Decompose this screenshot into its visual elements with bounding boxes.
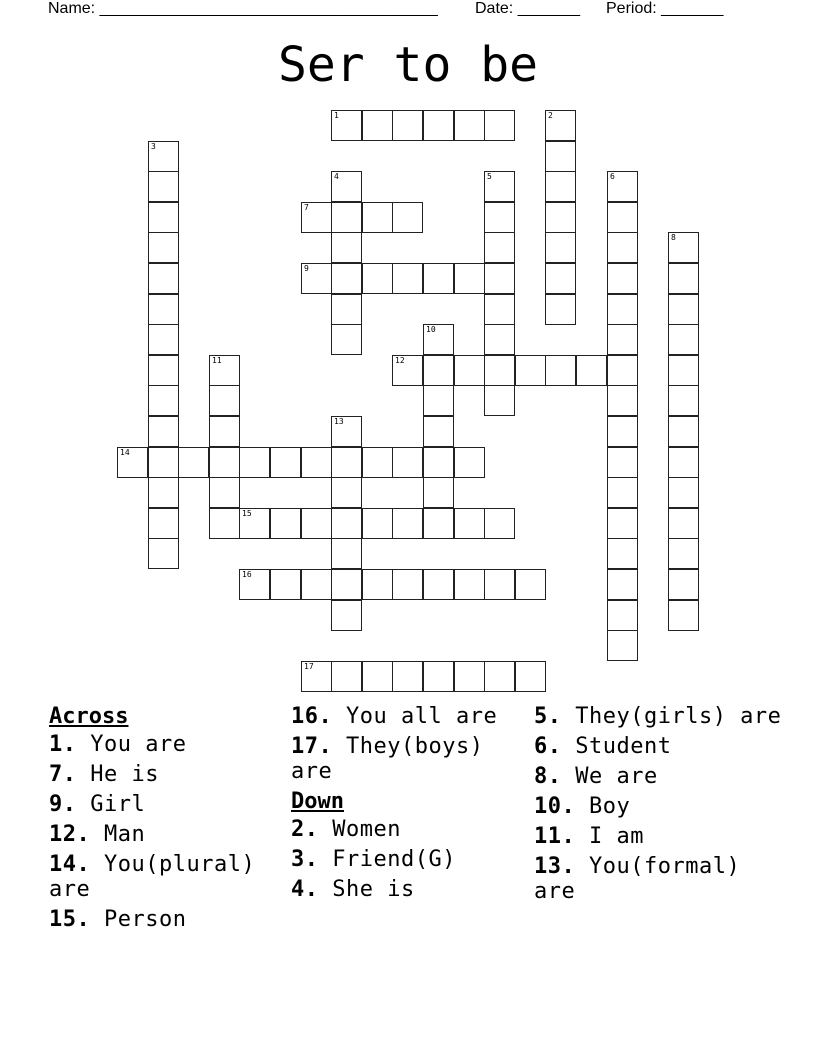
- grid-cell[interactable]: [484, 232, 515, 263]
- clue-across-16: 16. You all are: [291, 704, 498, 729]
- grid-cell[interactable]: [392, 447, 423, 478]
- clue-number: 13: [334, 417, 344, 426]
- grid-cell[interactable]: [423, 447, 454, 478]
- grid-cell[interactable]: [607, 630, 638, 661]
- grid-cell[interactable]: [515, 661, 546, 692]
- grid-cell[interactable]: [270, 569, 301, 600]
- grid-cell[interactable]: [668, 477, 699, 508]
- grid-cell[interactable]: [545, 110, 576, 141]
- grid-cell[interactable]: [148, 141, 179, 172]
- grid-cell[interactable]: [331, 110, 362, 141]
- grid-cell[interactable]: [545, 202, 576, 233]
- clue-number: 9: [304, 264, 309, 273]
- grid-cell[interactable]: [484, 263, 515, 294]
- page-title: Ser to be: [277, 37, 539, 93]
- clue-down-13: 13. You(formal) are: [534, 854, 741, 904]
- grid-cell[interactable]: [331, 294, 362, 325]
- clue-number: 16: [242, 570, 252, 579]
- grid-cell[interactable]: [545, 294, 576, 325]
- grid-cell[interactable]: [668, 294, 699, 325]
- grid-cell[interactable]: [545, 263, 576, 294]
- clue-number: 12: [395, 356, 405, 365]
- grid-cell[interactable]: [301, 447, 332, 478]
- grid-cell[interactable]: [545, 232, 576, 263]
- grid-cell[interactable]: [331, 263, 362, 294]
- grid-cell[interactable]: [668, 600, 699, 631]
- clue-number: 2: [548, 111, 553, 120]
- clue-number: 5: [487, 172, 492, 181]
- grid-cell[interactable]: [362, 202, 393, 233]
- grid-cell[interactable]: [331, 232, 362, 263]
- grid-cell[interactable]: [331, 538, 362, 569]
- grid-cell[interactable]: [148, 416, 179, 447]
- grid-cell[interactable]: [423, 110, 454, 141]
- grid-cell[interactable]: [423, 385, 454, 416]
- grid-cell[interactable]: [423, 508, 454, 539]
- grid-cell[interactable]: [209, 416, 240, 447]
- clue-number: 15: [242, 509, 252, 518]
- grid-cell[interactable]: [239, 508, 270, 539]
- grid-cell[interactable]: [270, 508, 301, 539]
- clue-down-10: 10. Boy: [534, 794, 631, 819]
- grid-cell[interactable]: [454, 661, 485, 692]
- grid-cell[interactable]: [607, 232, 638, 263]
- grid-cell[interactable]: [209, 355, 240, 386]
- grid-cell[interactable]: [209, 477, 240, 508]
- clue-down-8: 8. We are: [534, 764, 658, 789]
- down-heading: Down: [291, 789, 344, 814]
- grid-cell[interactable]: [668, 385, 699, 416]
- grid-cell[interactable]: [148, 263, 179, 294]
- clue-across-12: 12. Man: [49, 822, 146, 847]
- grid-cell[interactable]: [423, 355, 454, 386]
- grid-cell[interactable]: [301, 661, 332, 692]
- grid-cell[interactable]: [148, 232, 179, 263]
- clue-number: 11: [212, 356, 222, 365]
- grid-cell[interactable]: [148, 202, 179, 233]
- grid-cell[interactable]: [331, 661, 362, 692]
- grid-cell[interactable]: [668, 416, 699, 447]
- grid-cell[interactable]: [423, 324, 454, 355]
- grid-cell[interactable]: [301, 569, 332, 600]
- grid-cell[interactable]: [607, 355, 638, 386]
- clue-across-14: 14. You(plural) are: [49, 852, 256, 902]
- clue-number: 8: [671, 233, 676, 242]
- grid-cell[interactable]: [362, 447, 393, 478]
- grid-cell[interactable]: [668, 324, 699, 355]
- grid-cell[interactable]: [515, 355, 546, 386]
- grid-cell[interactable]: [454, 508, 485, 539]
- grid-cell[interactable]: [362, 569, 393, 600]
- grid-cell[interactable]: [545, 171, 576, 202]
- grid-cell[interactable]: [148, 477, 179, 508]
- grid-cell[interactable]: [148, 538, 179, 569]
- clue-number: 7: [304, 203, 309, 212]
- grid-cell[interactable]: [607, 538, 638, 569]
- grid-cell[interactable]: [178, 447, 209, 478]
- grid-cell[interactable]: [668, 538, 699, 569]
- grid-cell[interactable]: [607, 416, 638, 447]
- grid-cell[interactable]: [454, 110, 485, 141]
- grid-cell[interactable]: [362, 661, 393, 692]
- clue-across-7: 7. He is: [49, 762, 159, 787]
- clue-down-2: 2. Women: [291, 817, 401, 842]
- grid-cell[interactable]: [148, 447, 179, 478]
- grid-cell[interactable]: [484, 171, 515, 202]
- grid-cell[interactable]: [331, 324, 362, 355]
- grid-cell[interactable]: [331, 569, 362, 600]
- grid-cell[interactable]: [454, 447, 485, 478]
- grid-cell[interactable]: [454, 263, 485, 294]
- grid-cell[interactable]: [362, 110, 393, 141]
- grid-cell[interactable]: [668, 508, 699, 539]
- clue-number: 17: [304, 662, 314, 671]
- grid-cell[interactable]: [423, 569, 454, 600]
- grid-cell[interactable]: [392, 263, 423, 294]
- name-field-label: Name: ______________________________________: [48, 0, 438, 17]
- across-heading: Across: [49, 704, 129, 729]
- grid-cell[interactable]: [607, 447, 638, 478]
- clue-number: 10: [426, 325, 436, 334]
- grid-cell[interactable]: [484, 202, 515, 233]
- grid-cell[interactable]: [392, 569, 423, 600]
- grid-cell[interactable]: [209, 385, 240, 416]
- grid-cell[interactable]: [423, 477, 454, 508]
- clue-number: 4: [334, 172, 339, 181]
- clue-column-2: [291, 704, 527, 907]
- clue-number: 1: [334, 111, 339, 120]
- grid-cell[interactable]: [454, 355, 485, 386]
- grid-cell[interactable]: [515, 569, 546, 600]
- grid-cell[interactable]: [484, 294, 515, 325]
- grid-cell[interactable]: [148, 294, 179, 325]
- clue-number: 3: [151, 142, 156, 151]
- grid-cell[interactable]: [454, 569, 485, 600]
- grid-cell[interactable]: [484, 569, 515, 600]
- grid-cell[interactable]: [607, 171, 638, 202]
- grid-cell[interactable]: [301, 263, 332, 294]
- grid-cell[interactable]: [117, 447, 148, 478]
- grid-cell[interactable]: [301, 508, 332, 539]
- grid-cell[interactable]: [607, 569, 638, 600]
- grid-cell[interactable]: [484, 324, 515, 355]
- grid-cell[interactable]: [270, 447, 301, 478]
- clue-across-15: 15. Person: [49, 907, 187, 932]
- grid-cell[interactable]: [484, 110, 515, 141]
- grid-cell[interactable]: [148, 355, 179, 386]
- grid-cell[interactable]: [331, 171, 362, 202]
- clue-column-3: [534, 704, 784, 909]
- grid-cell[interactable]: [331, 508, 362, 539]
- clue-across-17: 17. They(boys) are: [291, 734, 484, 784]
- grid-cell[interactable]: [331, 600, 362, 631]
- grid-cell[interactable]: [545, 141, 576, 172]
- grid-cell[interactable]: [148, 508, 179, 539]
- grid-cell[interactable]: [607, 477, 638, 508]
- grid-cell[interactable]: [423, 661, 454, 692]
- clue-down-4: 4. She is: [291, 877, 415, 902]
- grid-cell[interactable]: [484, 661, 515, 692]
- grid-cell[interactable]: [392, 661, 423, 692]
- grid-cell[interactable]: [668, 447, 699, 478]
- date-field-label: Date: _______: [475, 0, 580, 17]
- grid-cell[interactable]: [209, 508, 240, 539]
- grid-cell[interactable]: [148, 171, 179, 202]
- grid-cell[interactable]: [209, 447, 240, 478]
- grid-cell[interactable]: [148, 324, 179, 355]
- grid-cell[interactable]: [392, 110, 423, 141]
- grid-cell[interactable]: [301, 202, 332, 233]
- grid-cell[interactable]: [239, 447, 270, 478]
- grid-cell[interactable]: [392, 202, 423, 233]
- grid-cell[interactable]: [148, 385, 179, 416]
- grid-cell[interactable]: [239, 569, 270, 600]
- clue-down-5: 5. They(girls) are: [534, 704, 782, 729]
- grid-cell[interactable]: [331, 477, 362, 508]
- grid-cell[interactable]: [607, 202, 638, 233]
- grid-cell[interactable]: [362, 263, 393, 294]
- grid-cell[interactable]: [484, 385, 515, 416]
- grid-cell[interactable]: [423, 263, 454, 294]
- grid-cell[interactable]: [423, 416, 454, 447]
- clue-across-9: 9. Girl: [49, 792, 146, 817]
- grid-cell[interactable]: [331, 447, 362, 478]
- grid-cell[interactable]: [607, 508, 638, 539]
- grid-cell[interactable]: [607, 294, 638, 325]
- grid-cell[interactable]: [668, 355, 699, 386]
- clue-column-1: [49, 704, 285, 937]
- grid-cell[interactable]: [392, 508, 423, 539]
- grid-cell[interactable]: [331, 202, 362, 233]
- clue-down-3: 3. Friend(G): [291, 847, 456, 872]
- clue-number: 14: [120, 448, 130, 457]
- grid-cell[interactable]: [668, 263, 699, 294]
- grid-cell[interactable]: [331, 416, 362, 447]
- grid-cell[interactable]: [607, 600, 638, 631]
- grid-cell[interactable]: [484, 508, 515, 539]
- grid-cell[interactable]: [545, 355, 576, 386]
- period-field-label: Period: _______: [606, 0, 724, 17]
- clue-across-1: 1. You are: [49, 732, 187, 757]
- grid-cell[interactable]: [392, 355, 423, 386]
- grid-cell[interactable]: [668, 569, 699, 600]
- grid-cell[interactable]: [607, 324, 638, 355]
- grid-cell[interactable]: [484, 355, 515, 386]
- grid-cell[interactable]: [607, 385, 638, 416]
- clue-number: 6: [610, 172, 615, 181]
- grid-cell[interactable]: [668, 232, 699, 263]
- grid-cell[interactable]: [362, 508, 393, 539]
- grid-cell[interactable]: [607, 263, 638, 294]
- clue-down-6: 6. Student: [534, 734, 672, 759]
- grid-cell[interactable]: [576, 355, 607, 386]
- clue-down-11: 11. I am: [534, 824, 644, 849]
